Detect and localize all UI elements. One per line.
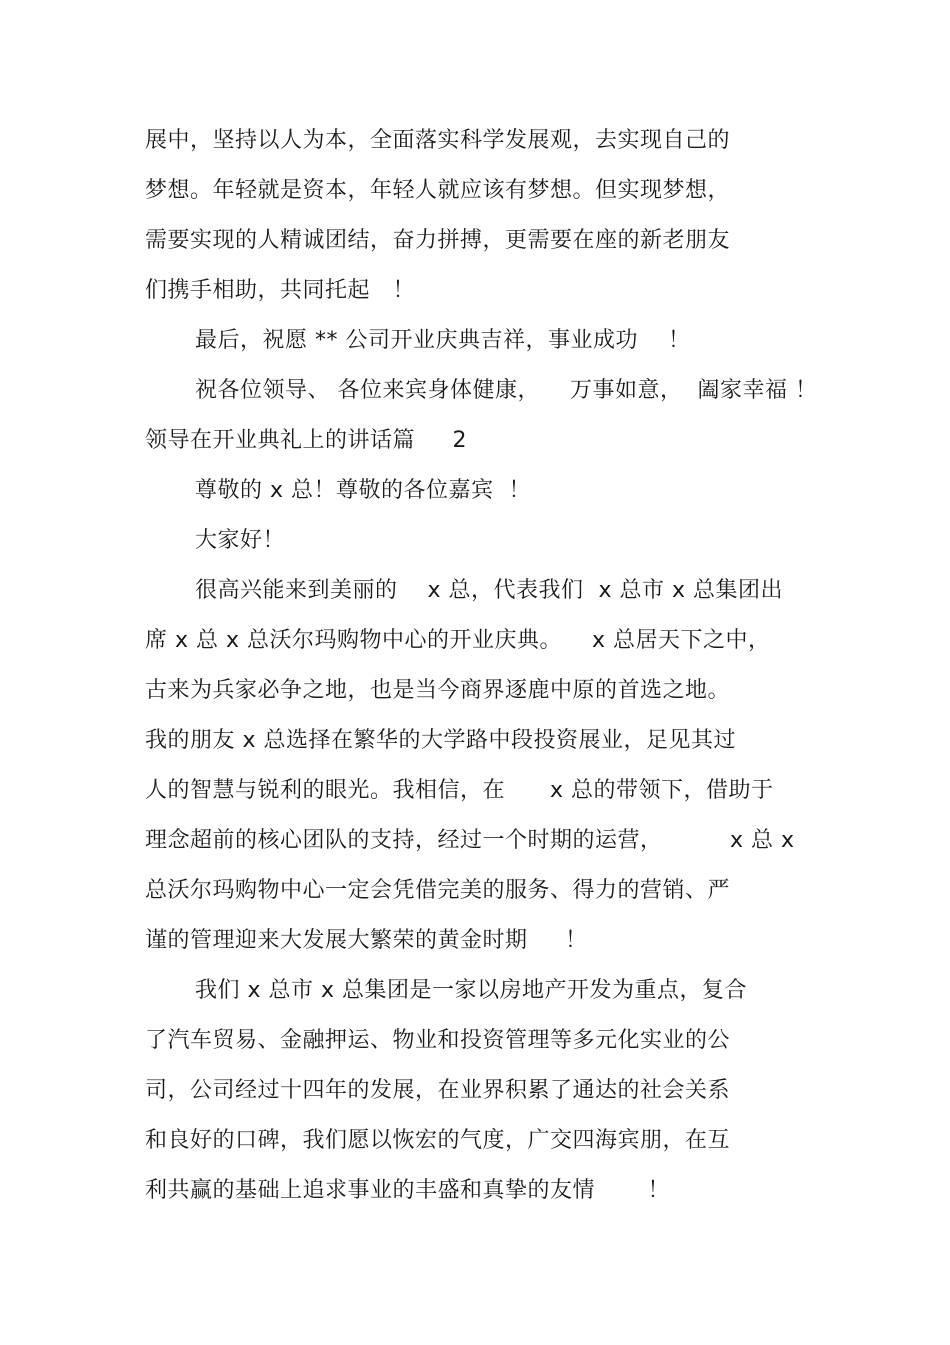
text-line: 很高兴能来到美丽的 x 总，代表我们 x 总市 x 总集团出 <box>195 578 783 603</box>
text-line: 我的朋友 x 总选择在繁华的大学路中段投资展业，足见其过 <box>145 728 737 753</box>
text-line: 席 x 总 x 总沃尔玛购物中心的开业庆典。 x 总居天下之中， <box>145 628 771 653</box>
text-line: 祝各位领导、 各位来宾身体健康， 万事如意， 阖家幸福 ！ <box>195 378 818 403</box>
text-line: 利共赢的基础上追求事业的丰盛和真挚的友情 ！ <box>145 1178 670 1203</box>
text-line: 需要实现的人精诚团结，奋力拼搏，更需要在座的新老朋友 <box>145 228 731 253</box>
text-line: 理念超前的核心团队的支持，经过一个时期的运营， x 总 x <box>145 828 795 853</box>
text-line: 司，公司经过十四年的发展，在业界积累了通达的社会关系 <box>145 1078 731 1103</box>
text-line: 梦想。年轻就是资本，年轻人就应该有梦想。但实现梦想， <box>145 178 731 203</box>
text-line: 们携手相助，共同托起 ！ <box>145 278 415 303</box>
text-line: 谨的管理迎来大发展大繁荣的黄金时期 ！ <box>145 928 588 953</box>
text-line: 和良好的口碑，我们愿以恢宏的气度，广交四海宾朋，在互 <box>145 1128 731 1153</box>
salutation: 尊敬的 x 总！尊敬的各位嘉宾 ！ <box>195 478 531 503</box>
text-line: 了汽车贸易、金融押运、物业和投资管理等多元化实业的公 <box>145 1028 731 1053</box>
text-line: 古来为兵家必争之地，也是当今商界逐鹿中原的首选之地。 <box>145 678 731 703</box>
text-line: 我们 x 总市 x 总集团是一家以房地产开发为重点，复合 <box>195 978 748 1003</box>
text-line: 最后，祝愿 ** 公司开业庆典吉祥，事业成功 ！ <box>195 328 691 353</box>
text-line: 人的智慧与锐利的眼光。我相信，在 x 总的带领下，借助于 <box>145 778 774 803</box>
text-line: 展中，坚持以人为本，全面落实科学发展观，去实现自己的 <box>145 128 731 153</box>
greeting: 大家好！ <box>195 528 286 553</box>
section-heading: 领导在开业典礼上的讲话篇 2 <box>145 428 467 453</box>
text-line: 总沃尔玛购物中心一定会凭借完美的服务、得力的营销、严 <box>145 878 731 903</box>
